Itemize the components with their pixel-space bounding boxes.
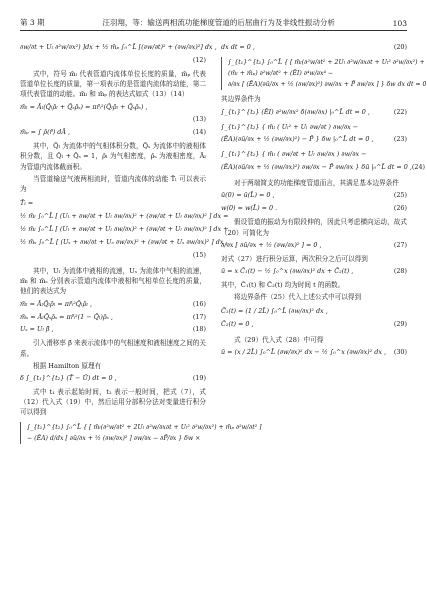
equation-number: (22)	[393, 107, 407, 116]
page-number: 103	[392, 19, 407, 28]
equation-number: (26)	[393, 204, 407, 213]
equation-body: Uₛ = Uₗ β̄ ,	[20, 325, 54, 334]
paragraph: 当管道输送气液两相流时，管道内流体的动能 T̄ₗ 可以表示为	[20, 174, 206, 194]
equation-14	[20, 128, 206, 138]
equation-line: (ĒA)(∂ū/∂x + ½ (∂w/∂x)²) − P̄ } δw |₀^L̄ dt = 0 ,	[221, 135, 374, 144]
equation-22	[221, 108, 407, 118]
equation-15	[20, 199, 229, 261]
equation-body: ū = x C̄₁(t) − ½ ∫₀^x (∂w/∂x)² dx + C̄₂(t) ,	[221, 266, 354, 275]
equation-body: ∂/∂x [ ∂ū/∂x + ½ (∂w/∂x)² ] = 0 ,	[221, 240, 322, 249]
equation-line: ∫_{t₁}^{t₂} ∫₀^L̄ { [ m̄ₗ(∂²w/∂t² + 2Uₗ ∂²w/∂x∂t + Uₗ² ∂²w/∂x²) +	[228, 58, 425, 66]
equation-27	[221, 241, 407, 251]
equation-13-number-row	[20, 115, 206, 125]
equation-number: (28)	[393, 266, 407, 275]
paragraph: 根据 Hamilton 原理有	[33, 361, 102, 370]
header-rule	[20, 30, 407, 31]
paragraph: 其边界条件为	[221, 95, 261, 104]
equation-20-end	[221, 43, 407, 53]
equation-12	[20, 43, 217, 53]
equation-16	[20, 300, 206, 310]
equation-body: m̄ₗ = Āₗ(Q̄ₗρ̄ₗ + Q̄ₛρ̄ₛ) = πr̄ᵢ²(Q̄ₗρ̄ₗ + Q̄ₛρ̄ₛ) ,	[20, 102, 148, 111]
equation-number: (29)	[393, 320, 407, 329]
paragraph: 将边界条件（25）代入上述公式中可以得到	[234, 293, 362, 301]
equation-body: ū(0) = ū(L̄) = 0 ,	[221, 191, 275, 200]
equation-line: ∫_{t₁}^{t₂} { m̄ₗ ( Uₗ² + Uₗ ∂w/∂t ) ∂w/∂x −	[221, 122, 359, 131]
equation-number: (27)	[393, 240, 407, 249]
running-title: 汪羽翔，等：输送两相流功能梯度管道的后屈曲行为及非线性振动分析	[102, 18, 335, 27]
paragraph: 式中，符号 m̄ₗ 代表管道内流体单位长度的质量，m̄ₚ 代表管道单位长度的质量，第一项表示的是管道内流体的动能，第二项代表管道的动能。m̄ₗ 和 m̄ₚ 的表达式如式（13）（14）	[20, 69, 206, 99]
equation-30	[221, 348, 407, 358]
equation-number: (15)	[192, 251, 206, 260]
equation-line: ½ m̄ₗ ∫₀^L̄ [ (Uₗ + ∂w/∂t + Uₗ ∂w/∂x)² + (∂w/∂t + Uₗ ∂w/∂x)² ] dx +	[20, 225, 229, 234]
equation-18	[20, 325, 206, 335]
equation-body: ∫_{t₁}^{t₂} (ĒI) ∂²w/∂x² δ(∂w/∂x) |₀^L̄ dt = 0 ,	[221, 107, 370, 116]
right-column	[221, 40, 427, 361]
equation-12-body: ∂w/∂t + Uₗ ∂²w/∂x²) ]dx + ½ m̄ₚ ∫₀^L̄ [(∂w/∂t)² + (∂w/∂x)²] dx ,	[20, 43, 217, 51]
equation-line: ∂/∂x [ (ĒA)(∂ū/∂x + ½ (∂w/∂x)²) ∂w/∂x + P̄ ∂w/∂x ] } δw dx dt = 0	[228, 81, 427, 89]
equation-number: (19)	[192, 374, 206, 383]
paragraph: 式中 t₁ 表示起始时间，t₂ 表示一般时间，把式（7），式（12）代入式（19）中，然后运用分部积分法对变量进行积分可以得到	[20, 387, 206, 417]
equation-body: m̄ₗ = ĀₗQ̄ₗρ̄ₗ = πr̄ᵢ²Q̄ₗρ̄ₗ ,	[20, 299, 92, 308]
paragraph: 假设管道的振动为有限段伸的，因此只考虑横向运动，故式（20）可简化为	[221, 218, 407, 237]
equation-line: C̄₂(t) = 0 ,	[221, 320, 254, 329]
equation-body: ū = (x / 2L̄) ∫₀^L̄ (∂w/∂x)² dx − ½ ∫₀^x (∂w/∂x)² dx ,	[221, 348, 387, 357]
equation-line: ∫_{t₁}^{t₂} { m̄ₗ ( ∂w/∂t + Uₗ ∂w/∂x ) ∂w/∂x −	[221, 150, 367, 159]
equation-line: C̄₁(t) = (1 / 2L̄) ∫₀^L̄ (∂w/∂x)² dx ,	[221, 307, 328, 316]
paragraph: 其中，Q̄ₗ 为流体中的气相体积分数，Q̄ₛ 为流体中的液相体积分数，且 Q̄ₗ + Q̄ₛ = 1，ρ̄ₗ 为气相密度，ρ̄ₛ 为液相密度，Āₗ 为管道内流体截面积。	[20, 142, 206, 171]
equation-29	[221, 307, 407, 330]
equation-13	[20, 103, 206, 113]
equation-28	[221, 267, 407, 277]
equation-line: ½ m̄ₗ ∫₀^L̄ [ (Uₗ + ∂w/∂t + Uₗ ∂w/∂x)² + (∂w/∂t + Uₗ ∂w/∂x)² ] dx =	[20, 212, 229, 221]
paragraph: 其中，Uₗ 为流体中液相的流速，Uₛ 为流体中气相的流速，m̄ₗ 和 m̄ₛ 分别表示管道内流体中液相和气相单位长度的质量，他们的表达式为	[20, 266, 206, 296]
equation-number: (30)	[393, 348, 407, 357]
issue-label: 第 3 期	[20, 18, 45, 27]
equation-line: ∫_{t₁}^{t₂} ∫₀^L̄ { [ m̄ₗ(∂²w/∂t² + 2Uₗ ∂²w/∂x∂t + Uₗ² ∂²w/∂x²) + m̄ₚ ∂²w/∂t² ]	[27, 423, 262, 431]
equation-24	[221, 150, 426, 173]
equation-number: (23)	[393, 135, 407, 144]
equation-25	[221, 191, 407, 201]
equation-line: T̄ₗ =	[20, 199, 34, 208]
paragraph: 对式（27）进行积分运算，两次积分之后可以得到	[221, 254, 368, 263]
equation-number: (13)	[192, 115, 206, 124]
equation-17	[20, 313, 206, 323]
equation-body: δ ∫_{t₁}^{t₂} (T̄ − Ū) dt = 0 ,	[20, 374, 117, 383]
paragraph: 引入滑移率 β̄ 来表示流体中的气相速度和液相速度之间的关系。	[20, 339, 206, 358]
paragraph: 式（29）代入式（28）中可得	[234, 336, 324, 345]
equation-12-number-row	[20, 56, 206, 66]
equation-line: (m̄ₗ + m̄ₚ) ∂²w/∂t² + (ĒI) ∂⁴w/∂x⁴ −	[228, 70, 334, 78]
equation-19	[20, 374, 206, 384]
equation-23	[221, 123, 407, 146]
equation-number: (24)	[411, 163, 426, 172]
running-header	[20, 14, 407, 28]
equation-number: (12)	[192, 55, 206, 64]
equation-number: (17)	[192, 312, 206, 321]
equation-number: (25)	[393, 191, 407, 200]
paragraph: 对于两端简支的功能梯度管道而言，其满足基本边界条件	[234, 179, 399, 188]
equation-26	[221, 204, 407, 214]
equation-number: (18)	[192, 325, 206, 334]
equation-20-start	[20, 422, 262, 444]
equation-21	[221, 57, 427, 90]
equation-line: − (ĒA) d/dx [ ∂ū/∂x + ½ (∂w/∂x)² ] ∂w/∂x − ∂P̄/∂x } δw ×	[27, 434, 201, 442]
paragraph: 其中，C̄₁(t) 和 C̄₂(t) 均为时间 t 的函数。	[221, 280, 345, 289]
equation-line: (ĒA)(∂ū/∂x + ½ (∂w/∂x)²) ∂w/∂x − P̄ ∂w/∂x } δū |₀^L̄ dt = 0 ,	[221, 163, 412, 172]
equation-body: m̄ₚ = ∫ ρ̄(r̄) dĀ ,	[20, 128, 70, 137]
equation-body: dx dt = 0 ,	[221, 43, 255, 51]
equation-body: w(0) = w(L̄) = 0 .	[221, 204, 278, 213]
equation-number: (16)	[192, 299, 206, 308]
equation-body: m̄ₛ = ĀₗQ̄ₛρ̄ₛ = πr̄ᵢ²(1 − Q̄ₗ)ρ̄ₛ ,	[20, 312, 113, 321]
equation-number: (20)	[393, 43, 407, 51]
equation-number: (14)	[192, 128, 206, 137]
equation-line: ½ m̄ₛ ∫₀^L̄ [ (Uₛ + ∂w/∂t + Uₛ ∂w/∂x)² + (∂w/∂t + Uₛ ∂w/∂x)² ] dx ,	[20, 238, 228, 247]
